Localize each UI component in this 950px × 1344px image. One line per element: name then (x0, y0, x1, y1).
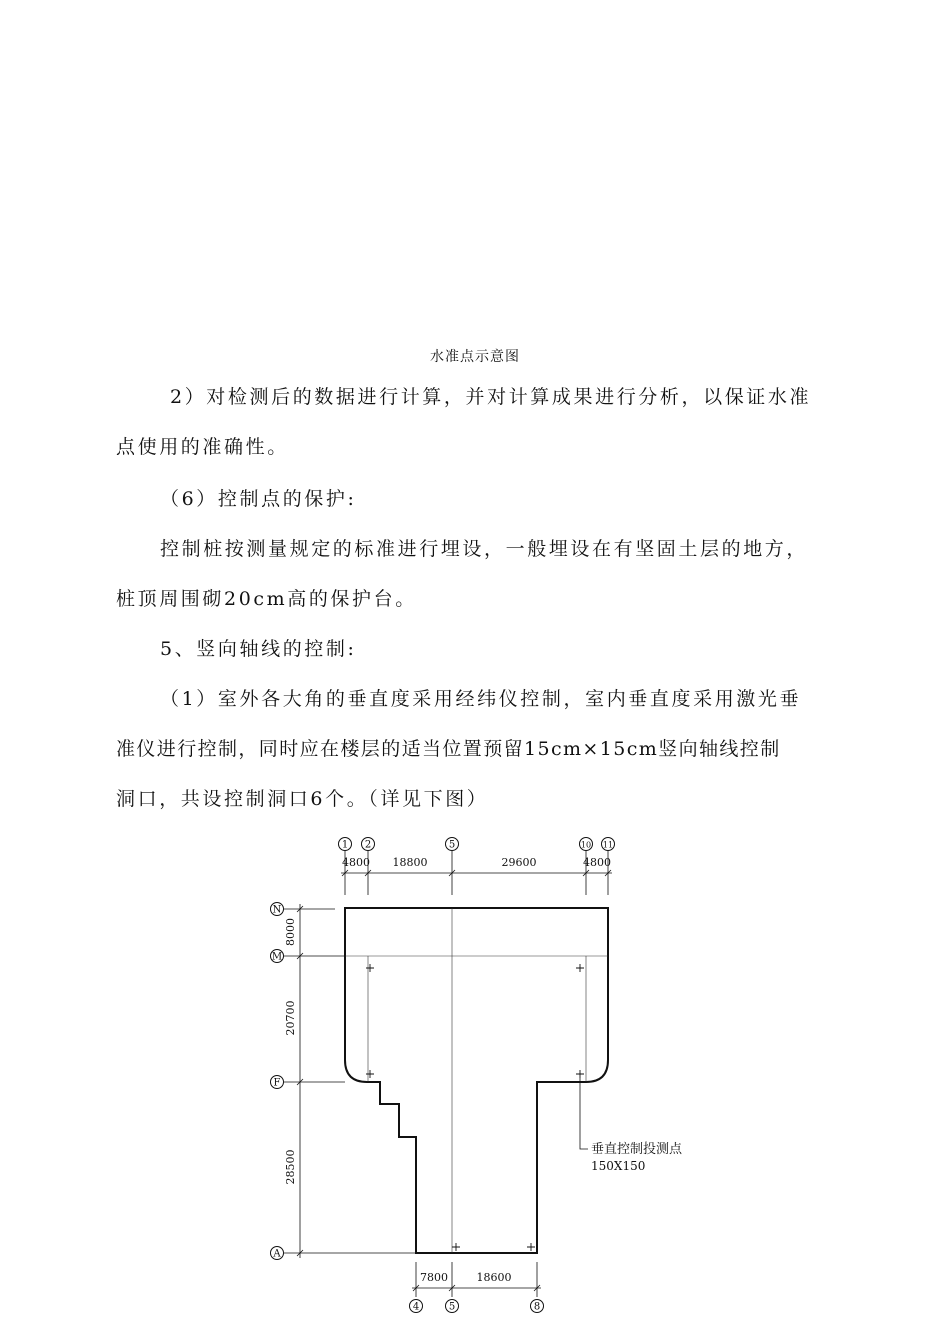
paragraph-line-5: 桩顶周围砌20cm高的保护台。 (116, 588, 417, 610)
building-outline (345, 908, 608, 1253)
control-point-marker (576, 964, 584, 972)
control-point-marker (366, 964, 374, 972)
axis-label-8: 8 (533, 1301, 541, 1313)
control-point-marker (527, 1243, 535, 1251)
paragraph-line-9: 洞口，共设控制洞口6个。（详见下图） (116, 788, 489, 810)
axis-label-A: A (273, 1248, 281, 1260)
axis-label-11: 11 (602, 840, 614, 850)
paragraph-line-8: 准仪进行控制，同时应在楼层的适当位置预留15cm×15cm竖向轴线控制 (116, 738, 781, 760)
axis-label-10: 10 (580, 840, 592, 850)
dim-4800-left: 4800 (342, 856, 370, 869)
dim-4800-right: 4800 (583, 856, 611, 869)
paragraph-line-2: 点使用的准确性。 (116, 436, 289, 458)
axis-label-5-top: 5 (448, 839, 456, 851)
dim-18600: 18600 (476, 1271, 512, 1284)
internal-grid-lines (345, 908, 608, 1253)
axis-label-4: 4 (412, 1301, 420, 1313)
left-dimension-line (284, 904, 416, 1258)
note-leader-line (580, 1078, 588, 1149)
paragraph-line-7: （1）室外各大角的垂直度采用经纬仪控制，室内垂直度采用激光垂 (160, 688, 802, 710)
axis-label-1: 1 (341, 839, 349, 851)
control-point-marker (366, 1070, 374, 1078)
paragraph-line-4: 控制桩按测量规定的标准进行埋设，一般埋设在有坚固土层的地方， (160, 538, 809, 560)
control-point-marker (452, 1243, 460, 1251)
section-heading-vertical-axis: 5、竖向轴线的控制: (160, 638, 357, 660)
note-control-point-label: 垂直控制投测点 (591, 1142, 683, 1157)
dim-20700: 20700 (284, 1000, 297, 1036)
axis-label-2: 2 (364, 839, 372, 851)
dim-18800: 18800 (392, 856, 428, 869)
section-heading-control-point-protection: （6）控制点的保护: (160, 488, 357, 510)
dim-29600: 29600 (501, 856, 537, 869)
bottom-axis-bubbles (410, 1300, 544, 1313)
dim-28500: 28500 (284, 1149, 297, 1185)
paragraph-line-1: 2）对检测后的数据进行计算，并对计算成果进行分析，以保证水准 (170, 386, 812, 408)
axis-label-5-bottom: 5 (448, 1301, 456, 1313)
control-point-marker (576, 1070, 584, 1078)
axis-label-F: F (273, 1077, 281, 1089)
axis-label-N: N (272, 904, 282, 916)
dim-7800: 7800 (420, 1271, 448, 1284)
top-axis-bubbles (339, 838, 615, 851)
note-control-point-size: 150X150 (591, 1159, 646, 1173)
left-dimension-values (284, 918, 297, 1185)
left-axis-bubbles (271, 903, 284, 1260)
top-dimension-values (342, 856, 611, 869)
dim-8000: 8000 (284, 918, 297, 946)
bottom-dimension-values (420, 1271, 512, 1284)
figure-caption: 水准点示意图 (430, 349, 520, 365)
axis-label-M: M (271, 951, 283, 963)
top-dimension-line (341, 851, 612, 895)
